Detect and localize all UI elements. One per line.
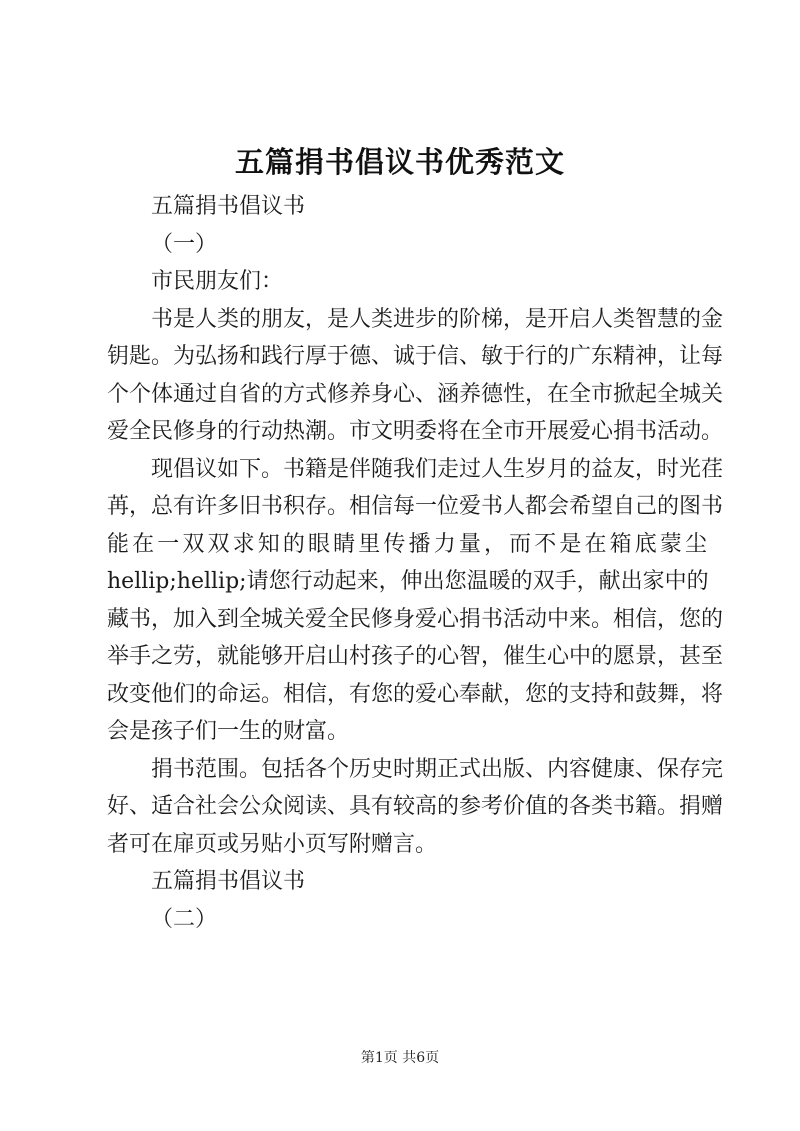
paragraph-line: 改变他们的命运。相信，有您的爱心奉献，您的支持和鼓舞，将 [107,681,724,707]
paragraph-line: 会是孩子们一生的财富。 [107,719,350,744]
paragraph-line: 个个体通过自省的方式修养身心、涵养德性，在全市掀起全城关 [107,381,724,407]
document-title: 五篇捐书倡议书优秀范文 [234,145,565,179]
paragraph-line: 藏书，加入到全城关爱全民修身爱心捐书活动中来。相信，您的 [107,606,724,632]
paragraph-line: 者可在扉页或另贴小页写附赠言。 [107,831,438,857]
subtitle-line: 五篇捐书倡议书 [151,869,306,894]
paragraph-line: 书是人类的朋友，是人类进步的阶梯，是开启人类智慧的金 [151,306,724,332]
paragraph-line: 现倡议如下。书籍是伴随我们走过人生岁月的益友，时光荏 [151,456,724,482]
document-body [107,188,724,938]
salutation: 市民朋友们： [151,269,284,294]
page-footer: 第1页 共6页 [360,1050,440,1066]
section-number: （二） [151,906,218,932]
subtitle-line: 五篇捐书倡议书 [151,194,306,219]
section-number: （一） [151,231,218,257]
paragraph-line: 捐书范围。包括各个历史时期正式出版、内容健康、保存完 [151,756,724,782]
paragraph-line: 能在一双双求知的眼睛里传播力量，而不是在箱底蒙尘 [107,531,707,557]
paragraph-line: 爱全民修身的行动热潮。市文明委将在全市开展爱心捐书活动。 [107,419,724,444]
paragraph-line: 好、适合社会公众阅读、具有较高的参考价值的各类书籍。捐赠 [107,794,724,819]
paragraph-line: 钥匙。为弘扬和践行厚于德、诚于信、敏于行的广东精神，让每 [107,344,724,369]
paragraph-line: hellip;hellip;请您行动起来，伸出您温暖的双手，献出家中的 [107,569,709,594]
paragraph-line: 苒，总有许多旧书积存。相信每一位爱书人都会希望自己的图书 [107,494,724,519]
paragraph-line: 举手之劳，就能够开启山村孩子的心智，催生心中的愿景，甚至 [107,644,724,669]
